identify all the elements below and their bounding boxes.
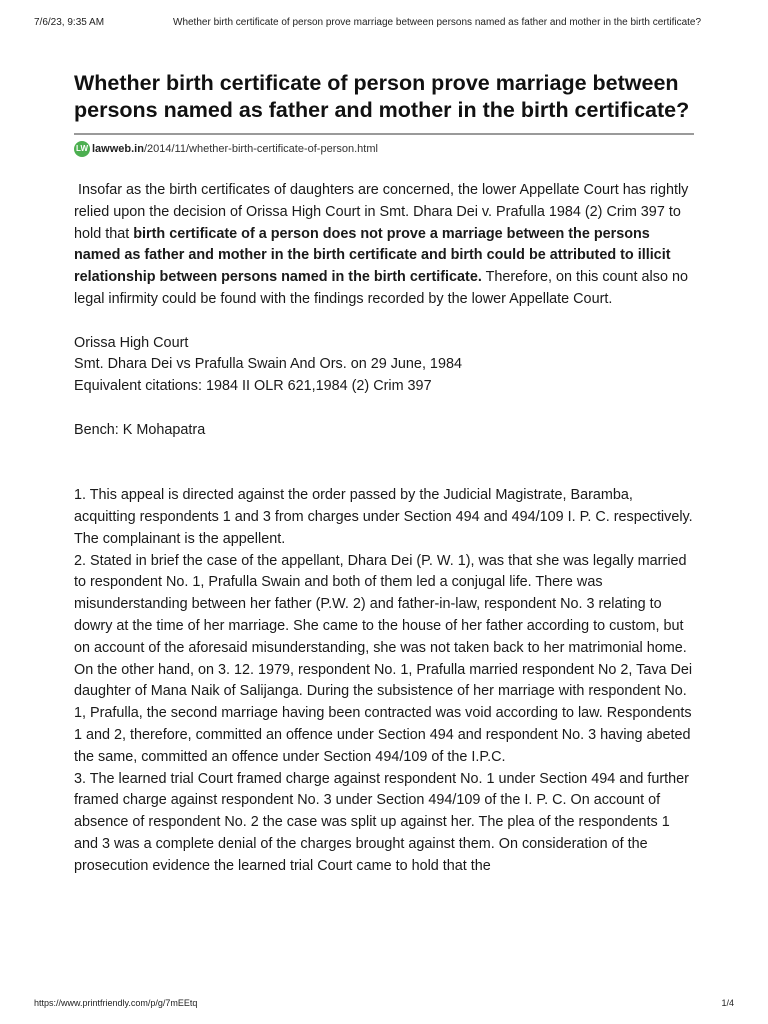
- equivalent-citations: Equivalent citations: 1984 II OLR 621,1984 (2) Crim 397: [74, 378, 432, 395]
- spacer: [74, 442, 694, 486]
- intro-text-start: Insofar as the birth certificates of daughters are concerned, the lower Appellate Court has rightly relied upon the decision of Orissa High Court in Smt. Dhara Dei v. Prafulla 1984 (2) Crim 397 to hold that: [74, 182, 689, 242]
- source-line: [74, 140, 694, 158]
- spacer: [74, 398, 694, 420]
- title-divider: [74, 133, 694, 135]
- site-favicon-icon: LW: [74, 141, 90, 157]
- page-number: 1/4: [721, 998, 734, 1008]
- spacer: [74, 311, 694, 333]
- print-document-title: Whether birth certificate of person prove marriage between persons named as father and mother in the birth certificate?: [173, 17, 702, 28]
- source-path[interactable]: /2014/11/whether-birth-certificate-of-person.html: [143, 143, 378, 155]
- article-title: Whether birth certificate of person prove marriage between persons named as father and mother in the birth certificate?: [74, 71, 690, 122]
- print-footer: [34, 998, 734, 1010]
- print-url[interactable]: https://www.printfriendly.com/p/g/7mEEtq: [34, 998, 198, 1008]
- intro-text-end: Therefore, on this count also no legal infirmity could be found with the findings recorded by the lower Appellate Court.: [74, 269, 688, 307]
- case-name: Smt. Dhara Dei vs Prafulla Swain And Ors. on 29 June, 1984: [74, 356, 462, 373]
- article: [74, 70, 694, 878]
- article-body: [74, 180, 694, 878]
- print-date: 7/6/23, 9:35 AM: [34, 17, 105, 28]
- court-name: Orissa High Court: [74, 334, 189, 351]
- print-header: [34, 17, 734, 31]
- judgment-paragraph-2: 2. Stated in brief the case of the appellant, Dhara Dei (P. W. 1), was that she was legally married to respondent No. 1, Prafulla Swain and both of them led a conjugal life. There was misunderstanding between her father (P.W. 2) and father-in-law, respondent No. 3 relating to dowry at the time of her marriage. She came to the house of her father according to custom, but on account of the aforesaid misunderstanding, she was not taken back to her matrimonial home. On the other hand, on 3. 12. 1979, respondent No. 1, Prafulla married respondent No 2, Tava Dei daughter of Mana Naik of Salijanga. During the subsistence of her marriage with respondent No. 1, Prafulla, the second marriage having been contracted was void according to law. Respondents 1 and 2, therefore, committed an offence under Section 494 and respondent No. 3 having abeted the same, committed an offence under Section 494/109 of the I.P.C.: [74, 552, 693, 765]
- intro-bold-holding: birth certificate of a person does not prove a marriage between the persons named as father and mother in the birth certificate and birth could be attributed to illicit relationship between persons named in the birth certificate.: [74, 225, 671, 286]
- source-domain[interactable]: lawweb.in: [92, 143, 144, 155]
- bench: Bench: K Mohapatra: [74, 421, 206, 438]
- intro-paragraph: [74, 180, 694, 311]
- judgment-paragraph-1: 1. This appeal is directed against the order passed by the Judicial Magistrate, Baramba, acquitting respondents 1 and 3 from charges under Section 494 and 494/109 I. P. C. respectively. The complainant is the appellent.: [74, 487, 693, 547]
- judgment-paragraph-3: 3. The learned trial Court framed charge against respondent No. 1 under Section 494 and further framed charge against respondent No. 3 under Section 494/109 of the I. P. C. On account of absence of respondent No. 2 the case was split up against her. The plea of the respondents 1 and 3 was a complete denial of the charges brought against them. On consideration of the prosecution evidence the learned trial Court came to hold that the: [74, 770, 689, 874]
